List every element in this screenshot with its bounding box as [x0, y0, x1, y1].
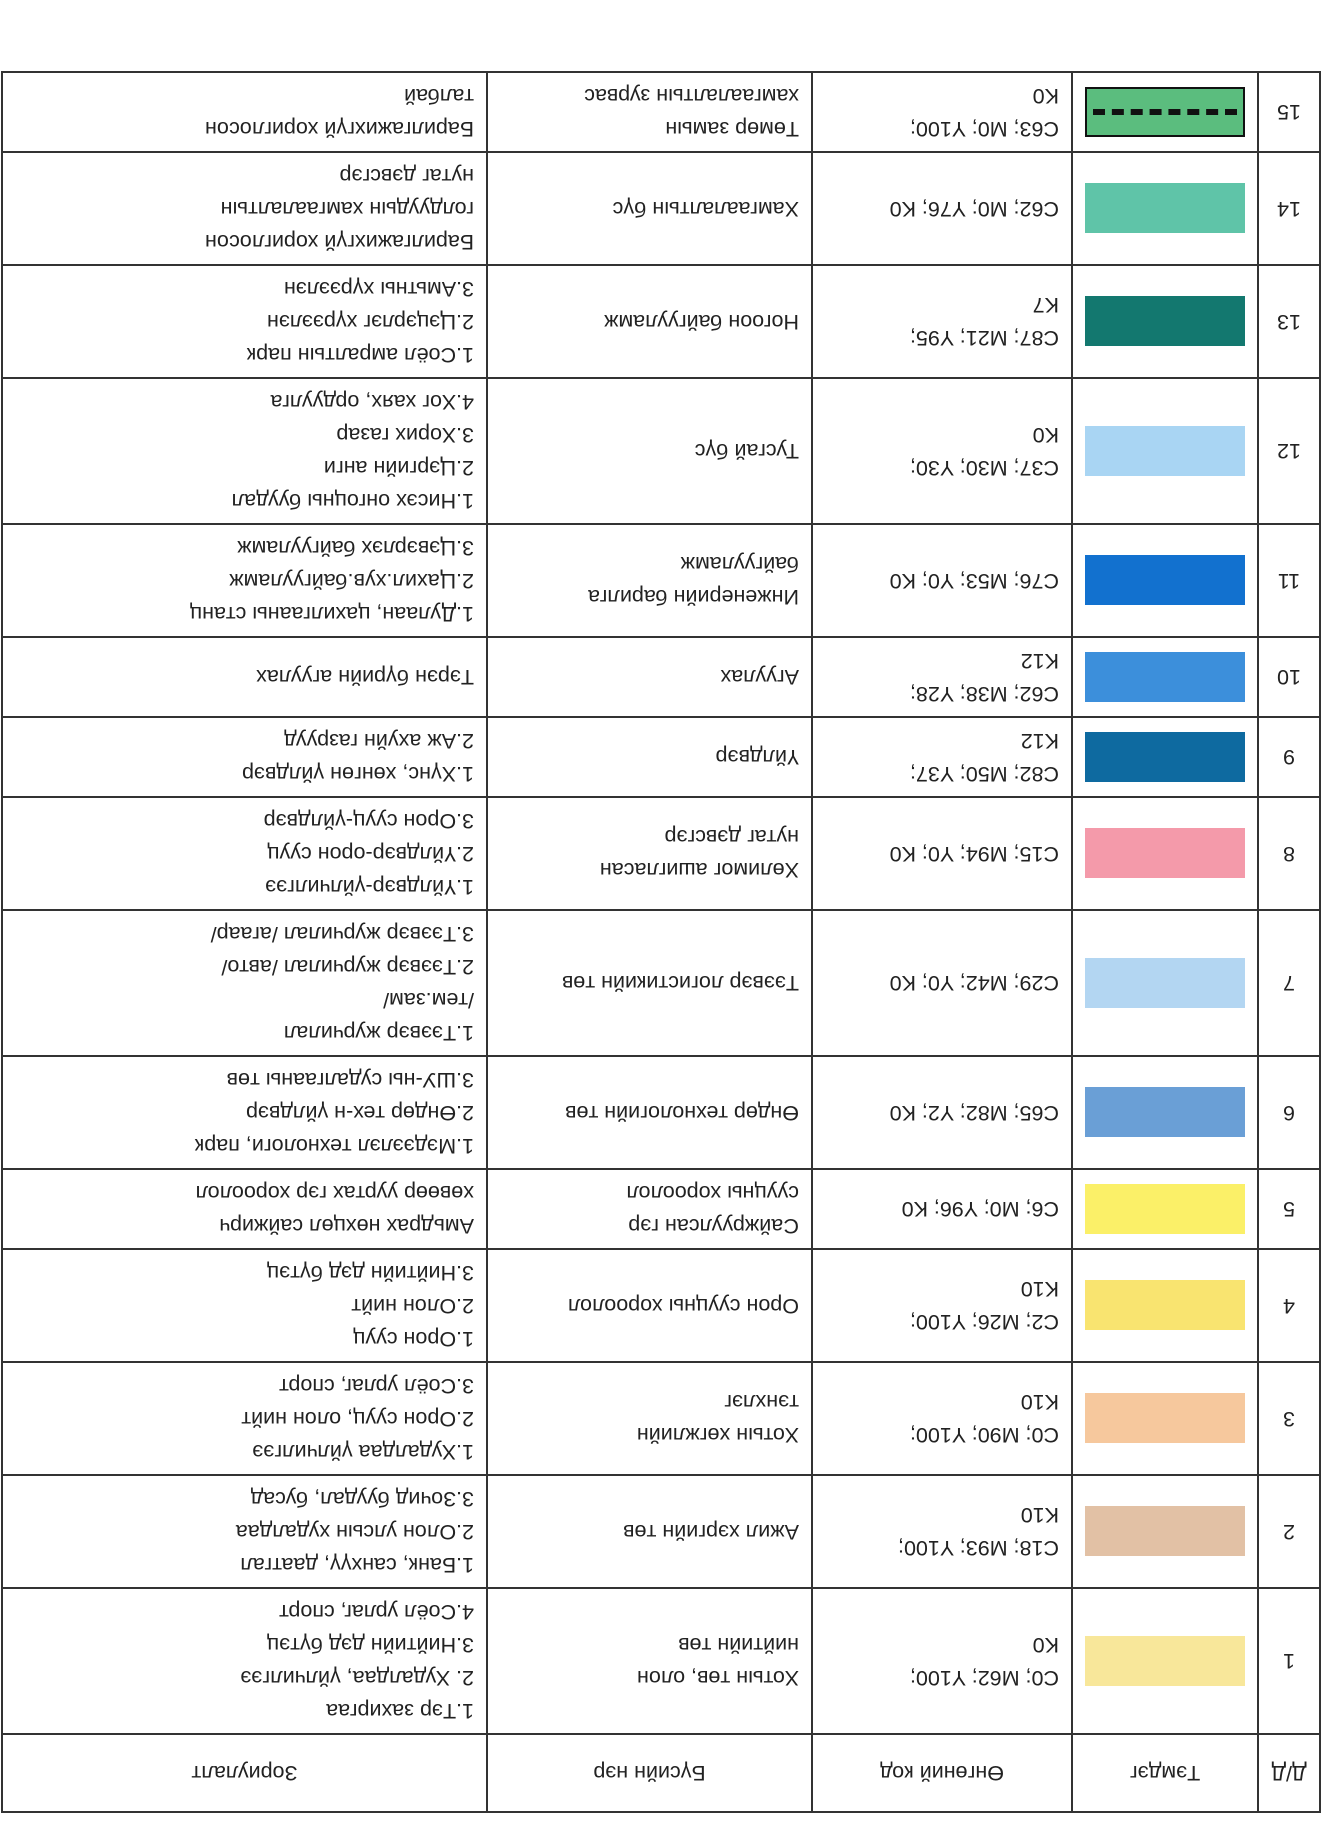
zone-name-line: хамгаалалтын зурвас — [584, 84, 799, 108]
table-row — [2, 637, 1320, 717]
symbol-cell — [1072, 524, 1258, 637]
row-number: 2 — [1258, 1475, 1320, 1588]
color-code-cell — [812, 1362, 1072, 1475]
purpose-cell — [2, 378, 487, 524]
zone-name-cell — [487, 152, 812, 265]
color-code-cell — [812, 1588, 1072, 1734]
zone-name-line: Ногоон байгууламж — [604, 310, 799, 334]
color-code-cell — [812, 797, 1072, 910]
color-code-cell — [812, 378, 1072, 524]
purpose-line: 3.Нийтийн дэд бүтэц — [266, 1633, 474, 1657]
purpose-line: 2.Олон улсын худалдаа — [235, 1520, 474, 1544]
zone-name-line: Хотын хөгжлийн — [636, 1423, 799, 1448]
color-code-line: K10 — [1020, 1277, 1059, 1302]
color-code-line: C29; M42; Y0; K0 — [889, 971, 1059, 996]
table-row — [2, 1362, 1320, 1475]
purpose-line: 4.Хог хаях, ордуулга — [270, 390, 474, 414]
color-code-cell — [812, 524, 1072, 637]
purpose-line: 3.Хорих газар — [336, 423, 474, 447]
purpose-line: 2.Үйлдвэр-орон сууц — [267, 842, 474, 866]
header-symbol: Тэмдэг — [1072, 1734, 1258, 1812]
purpose-line: 2.Олон нийт — [351, 1294, 474, 1318]
purpose-line: 1.Банк, санхүү, даатгал — [240, 1553, 474, 1577]
color-code-cell — [812, 1056, 1072, 1169]
row-number: 9 — [1258, 717, 1320, 797]
purpose-line: 1.Тэр захиргаа — [326, 1699, 474, 1723]
zone-name-line: нийтийн төв — [678, 1633, 799, 1657]
color-code-line: C82; M50; Y37; — [910, 762, 1059, 786]
purpose-line: 3.Зочид буудал, бусад — [250, 1487, 474, 1511]
color-code-line: K10 — [1020, 1503, 1059, 1528]
zone-name-line: нутаг дэвсгэр — [664, 825, 799, 850]
zone-name-line: Тусгай бүс — [694, 439, 799, 464]
color-swatch — [1085, 1088, 1245, 1138]
zone-name-cell — [487, 524, 812, 637]
color-code-cell — [812, 717, 1072, 797]
purpose-line: голдуудын хамгаалалтын — [220, 197, 474, 221]
purpose-cell — [2, 265, 487, 378]
zone-name-line: Өндөр технологийн төв — [565, 1101, 799, 1125]
zone-name-line: Инженерийн барилга — [588, 585, 799, 610]
color-code-line: C87; M21; Y95; — [910, 326, 1059, 351]
row-number: 13 — [1258, 265, 1320, 378]
purpose-cell — [2, 1056, 487, 1169]
zone-name-cell — [487, 717, 812, 797]
zone-name-line: Ажил хэргийн төв — [623, 1520, 799, 1544]
color-code-line: C76; M53; Y0; K0 — [889, 569, 1059, 593]
purpose-line: 1.Нисэх онгоцны буудал — [231, 489, 474, 513]
zone-name-line: Хотын төв, олон — [636, 1666, 799, 1690]
table-row — [2, 1588, 1320, 1734]
purpose-line: 2.Тээвэр журчилал /авто/ — [221, 955, 474, 979]
header-row — [2, 1734, 1320, 1812]
color-swatch — [1085, 829, 1245, 879]
color-code-line: C0; M90; Y100; — [910, 1423, 1059, 1448]
table-row — [2, 1056, 1320, 1169]
color-code-line: C18; M93; Y100; — [898, 1536, 1059, 1561]
purpose-line: 2.Цэцэрлэг хүрээлэн — [267, 310, 474, 334]
symbol-cell — [1072, 1362, 1258, 1475]
zone-name-line: байгууламж — [680, 552, 799, 577]
symbol-cell — [1072, 1588, 1258, 1734]
row-number: 15 — [1258, 72, 1320, 152]
color-code-line: K12 — [1020, 649, 1059, 673]
table-row — [2, 265, 1320, 378]
color-code-line: C2; M26; Y100; — [910, 1310, 1059, 1335]
color-swatch — [1085, 87, 1245, 137]
color-code-line: K7 — [1032, 293, 1059, 318]
symbol-cell — [1072, 717, 1258, 797]
purpose-cell — [2, 717, 487, 797]
table-row — [2, 1249, 1320, 1362]
color-code-cell — [812, 1169, 1072, 1249]
header-number: Д/Д — [1258, 1734, 1320, 1812]
header-purpose: Зориулалт — [2, 1734, 487, 1812]
table-row — [2, 152, 1320, 265]
color-code-line: K0 — [1032, 84, 1059, 108]
purpose-line: 2.Аж ахуйн газрууд — [284, 729, 474, 753]
symbol-cell — [1072, 378, 1258, 524]
table-row — [2, 72, 1320, 152]
symbol-cell — [1072, 910, 1258, 1056]
color-code-cell — [812, 637, 1072, 717]
zone-name-line: Төмөр замын — [665, 117, 799, 141]
zone-name-line: Хөлимог ашигласан — [599, 858, 799, 883]
color-code-line: K10 — [1020, 1390, 1059, 1415]
row-number: 14 — [1258, 152, 1320, 265]
symbol-cell — [1072, 265, 1258, 378]
purpose-cell — [2, 1249, 487, 1362]
symbol-cell — [1072, 797, 1258, 910]
purpose-cell — [2, 910, 487, 1056]
color-swatch — [1085, 1636, 1245, 1686]
purpose-line: 3.Орон сууц-үйлдвэр — [263, 809, 474, 833]
zone-name-cell — [487, 72, 812, 152]
zone-name-cell — [487, 797, 812, 910]
zone-name-line: тэнхлэг — [724, 1390, 799, 1415]
color-code-line: K12 — [1020, 729, 1059, 753]
row-number: 7 — [1258, 910, 1320, 1056]
color-code-cell — [812, 72, 1072, 152]
zone-name-line: Сайжруулсан гэр — [628, 1214, 799, 1238]
zone-name-line: Агуулах — [720, 665, 799, 690]
purpose-line: 2. Худалдаа, үйлчилгээ — [240, 1666, 474, 1690]
purpose-line: 2.Өндөр тех-н үйлдвэр — [245, 1101, 474, 1125]
purpose-line: 2.Орон сууц, олон нийт — [241, 1407, 474, 1431]
symbol-cell — [1072, 72, 1258, 152]
purpose-line: 2.Цэргийн анги — [323, 456, 474, 480]
color-code-line: C15; M94; Y0; K0 — [889, 842, 1059, 866]
purpose-line: 1.Соёл амралтын парк — [246, 343, 474, 367]
zone-name-cell — [487, 265, 812, 378]
purpose-cell — [2, 1475, 487, 1588]
table-row — [2, 910, 1320, 1056]
dashed-line-icon — [1093, 109, 1237, 115]
zoning-legend-table — [1, 71, 1321, 1813]
purpose-line: Тэрэн бүрийн агуулах — [256, 665, 474, 690]
zone-name-cell — [487, 1588, 812, 1734]
color-code-cell — [812, 1249, 1072, 1362]
color-swatch — [1085, 556, 1245, 606]
color-swatch — [1085, 1394, 1245, 1444]
zone-name-cell — [487, 1249, 812, 1362]
row-number: 12 — [1258, 378, 1320, 524]
symbol-cell — [1072, 1056, 1258, 1169]
purpose-line: 3.Нийтийн дэд бүтэц — [266, 1261, 474, 1285]
zone-name-line: Хамгаалалтын бүс — [612, 197, 799, 221]
zone-name-cell — [487, 1362, 812, 1475]
zone-name-cell — [487, 378, 812, 524]
zone-name-line: Тээвэр логистикийн төв — [561, 971, 799, 996]
table-row — [2, 1169, 1320, 1249]
row-number: 10 — [1258, 637, 1320, 717]
purpose-line: 1.Үйлдвэр-үйлчилгээ — [265, 875, 474, 899]
purpose-line: 3.Амьтны хүрээлэн — [283, 277, 474, 301]
zone-name-cell — [487, 1169, 812, 1249]
zone-name-line: Орон сууцны хороолол — [567, 1294, 799, 1318]
purpose-cell — [2, 524, 487, 637]
color-code-line: C6; M0; Y96; K0 — [901, 1197, 1059, 1222]
zone-name-cell — [487, 910, 812, 1056]
purpose-cell — [2, 72, 487, 152]
table-row — [2, 717, 1320, 797]
purpose-line: нутаг дэвсгэр — [339, 164, 474, 188]
row-number: 11 — [1258, 524, 1320, 637]
purpose-line: 1.Худалдаа үйлчилгээ — [252, 1440, 474, 1464]
symbol-cell — [1072, 1169, 1258, 1249]
row-number: 8 — [1258, 797, 1320, 910]
color-code-cell — [812, 265, 1072, 378]
purpose-cell — [2, 637, 487, 717]
color-code-cell — [812, 1475, 1072, 1588]
symbol-cell — [1072, 637, 1258, 717]
color-code-line: K0 — [1032, 423, 1059, 447]
row-number: 1 — [1258, 1588, 1320, 1734]
purpose-line: 3.Соёл урлаг, спорт — [279, 1374, 474, 1398]
purpose-cell — [2, 1169, 487, 1249]
zone-name-line: Үйлдвэр — [715, 745, 799, 770]
purpose-line: Амьдрах нөхцөл сайжирч — [219, 1214, 474, 1238]
row-number: 6 — [1258, 1056, 1320, 1169]
table-row — [2, 1475, 1320, 1588]
color-code-line: C62; M0; Y76; K0 — [889, 197, 1059, 221]
color-code-line: C0; M62; Y100; — [910, 1666, 1059, 1690]
row-number: 5 — [1258, 1169, 1320, 1249]
color-code-cell — [812, 910, 1072, 1056]
symbol-cell — [1072, 1475, 1258, 1588]
zone-name-cell — [487, 1056, 812, 1169]
purpose-line: 2.Цахил.хув.байгууламж — [229, 569, 474, 593]
color-swatch — [1085, 958, 1245, 1008]
purpose-cell — [2, 797, 487, 910]
purpose-line: 4.Соёл урлаг, спорт — [279, 1600, 474, 1624]
purpose-line: Барилгажихгүй хориглосон — [205, 230, 474, 254]
purpose-line: 3.Цэвэрлэх байгууламж — [237, 536, 474, 560]
color-swatch — [1085, 297, 1245, 347]
zone-name-line: сууцны хороолол — [626, 1181, 799, 1205]
purpose-line: 1.Орон сууц — [353, 1327, 474, 1351]
color-code-line: C62; M38; Y28; — [910, 682, 1059, 706]
color-code-line: C37; M30; Y30; — [910, 456, 1059, 480]
purpose-line: 1.Хүнс, хөнгөн үйлдвэр — [241, 762, 474, 786]
header-color-code: Өнгөний код — [812, 1734, 1072, 1812]
row-number: 3 — [1258, 1362, 1320, 1475]
purpose-cell — [2, 152, 487, 265]
color-code-line: C65; M82; Y2; K0 — [889, 1101, 1059, 1125]
purpose-line: талбай — [404, 84, 474, 108]
color-swatch — [1085, 732, 1245, 782]
purpose-cell — [2, 1588, 487, 1734]
color-swatch — [1085, 1281, 1245, 1331]
purpose-line: 1.Тээвэр журчилал — [283, 1021, 474, 1045]
purpose-line: 3.Тээвэр журчилал /агаар/ — [210, 922, 474, 946]
purpose-line: 3.ШУ-ны судалгааны төв — [226, 1068, 474, 1092]
color-swatch — [1085, 184, 1245, 234]
table-row — [2, 524, 1320, 637]
table-row — [2, 378, 1320, 524]
purpose-line: 1.Мэдээлэл технологи, парк — [194, 1134, 474, 1158]
purpose-line: Барилгажихгүй хориглосон — [205, 117, 474, 141]
symbol-cell — [1072, 1249, 1258, 1362]
symbol-cell — [1072, 152, 1258, 265]
zone-name-cell — [487, 1475, 812, 1588]
color-code-cell — [812, 152, 1072, 265]
color-swatch — [1085, 1184, 1245, 1234]
color-code-line: K0 — [1032, 1633, 1059, 1657]
color-swatch — [1085, 426, 1245, 476]
color-swatch — [1085, 1507, 1245, 1557]
purpose-cell — [2, 1362, 487, 1475]
purpose-line: хөвөөр ууртах гэр хороолол — [195, 1181, 474, 1205]
color-code-line: C63; M0; Y100; — [910, 117, 1059, 141]
purpose-line: 1.Дулаан, цахилгааны станц — [189, 602, 474, 626]
header-zone-name: Бүсийн нэр — [487, 1734, 812, 1812]
purpose-line: /тем.зам/ — [383, 988, 474, 1012]
table-row — [2, 797, 1320, 910]
color-swatch — [1085, 652, 1245, 702]
zone-name-cell — [487, 637, 812, 717]
row-number: 4 — [1258, 1249, 1320, 1362]
